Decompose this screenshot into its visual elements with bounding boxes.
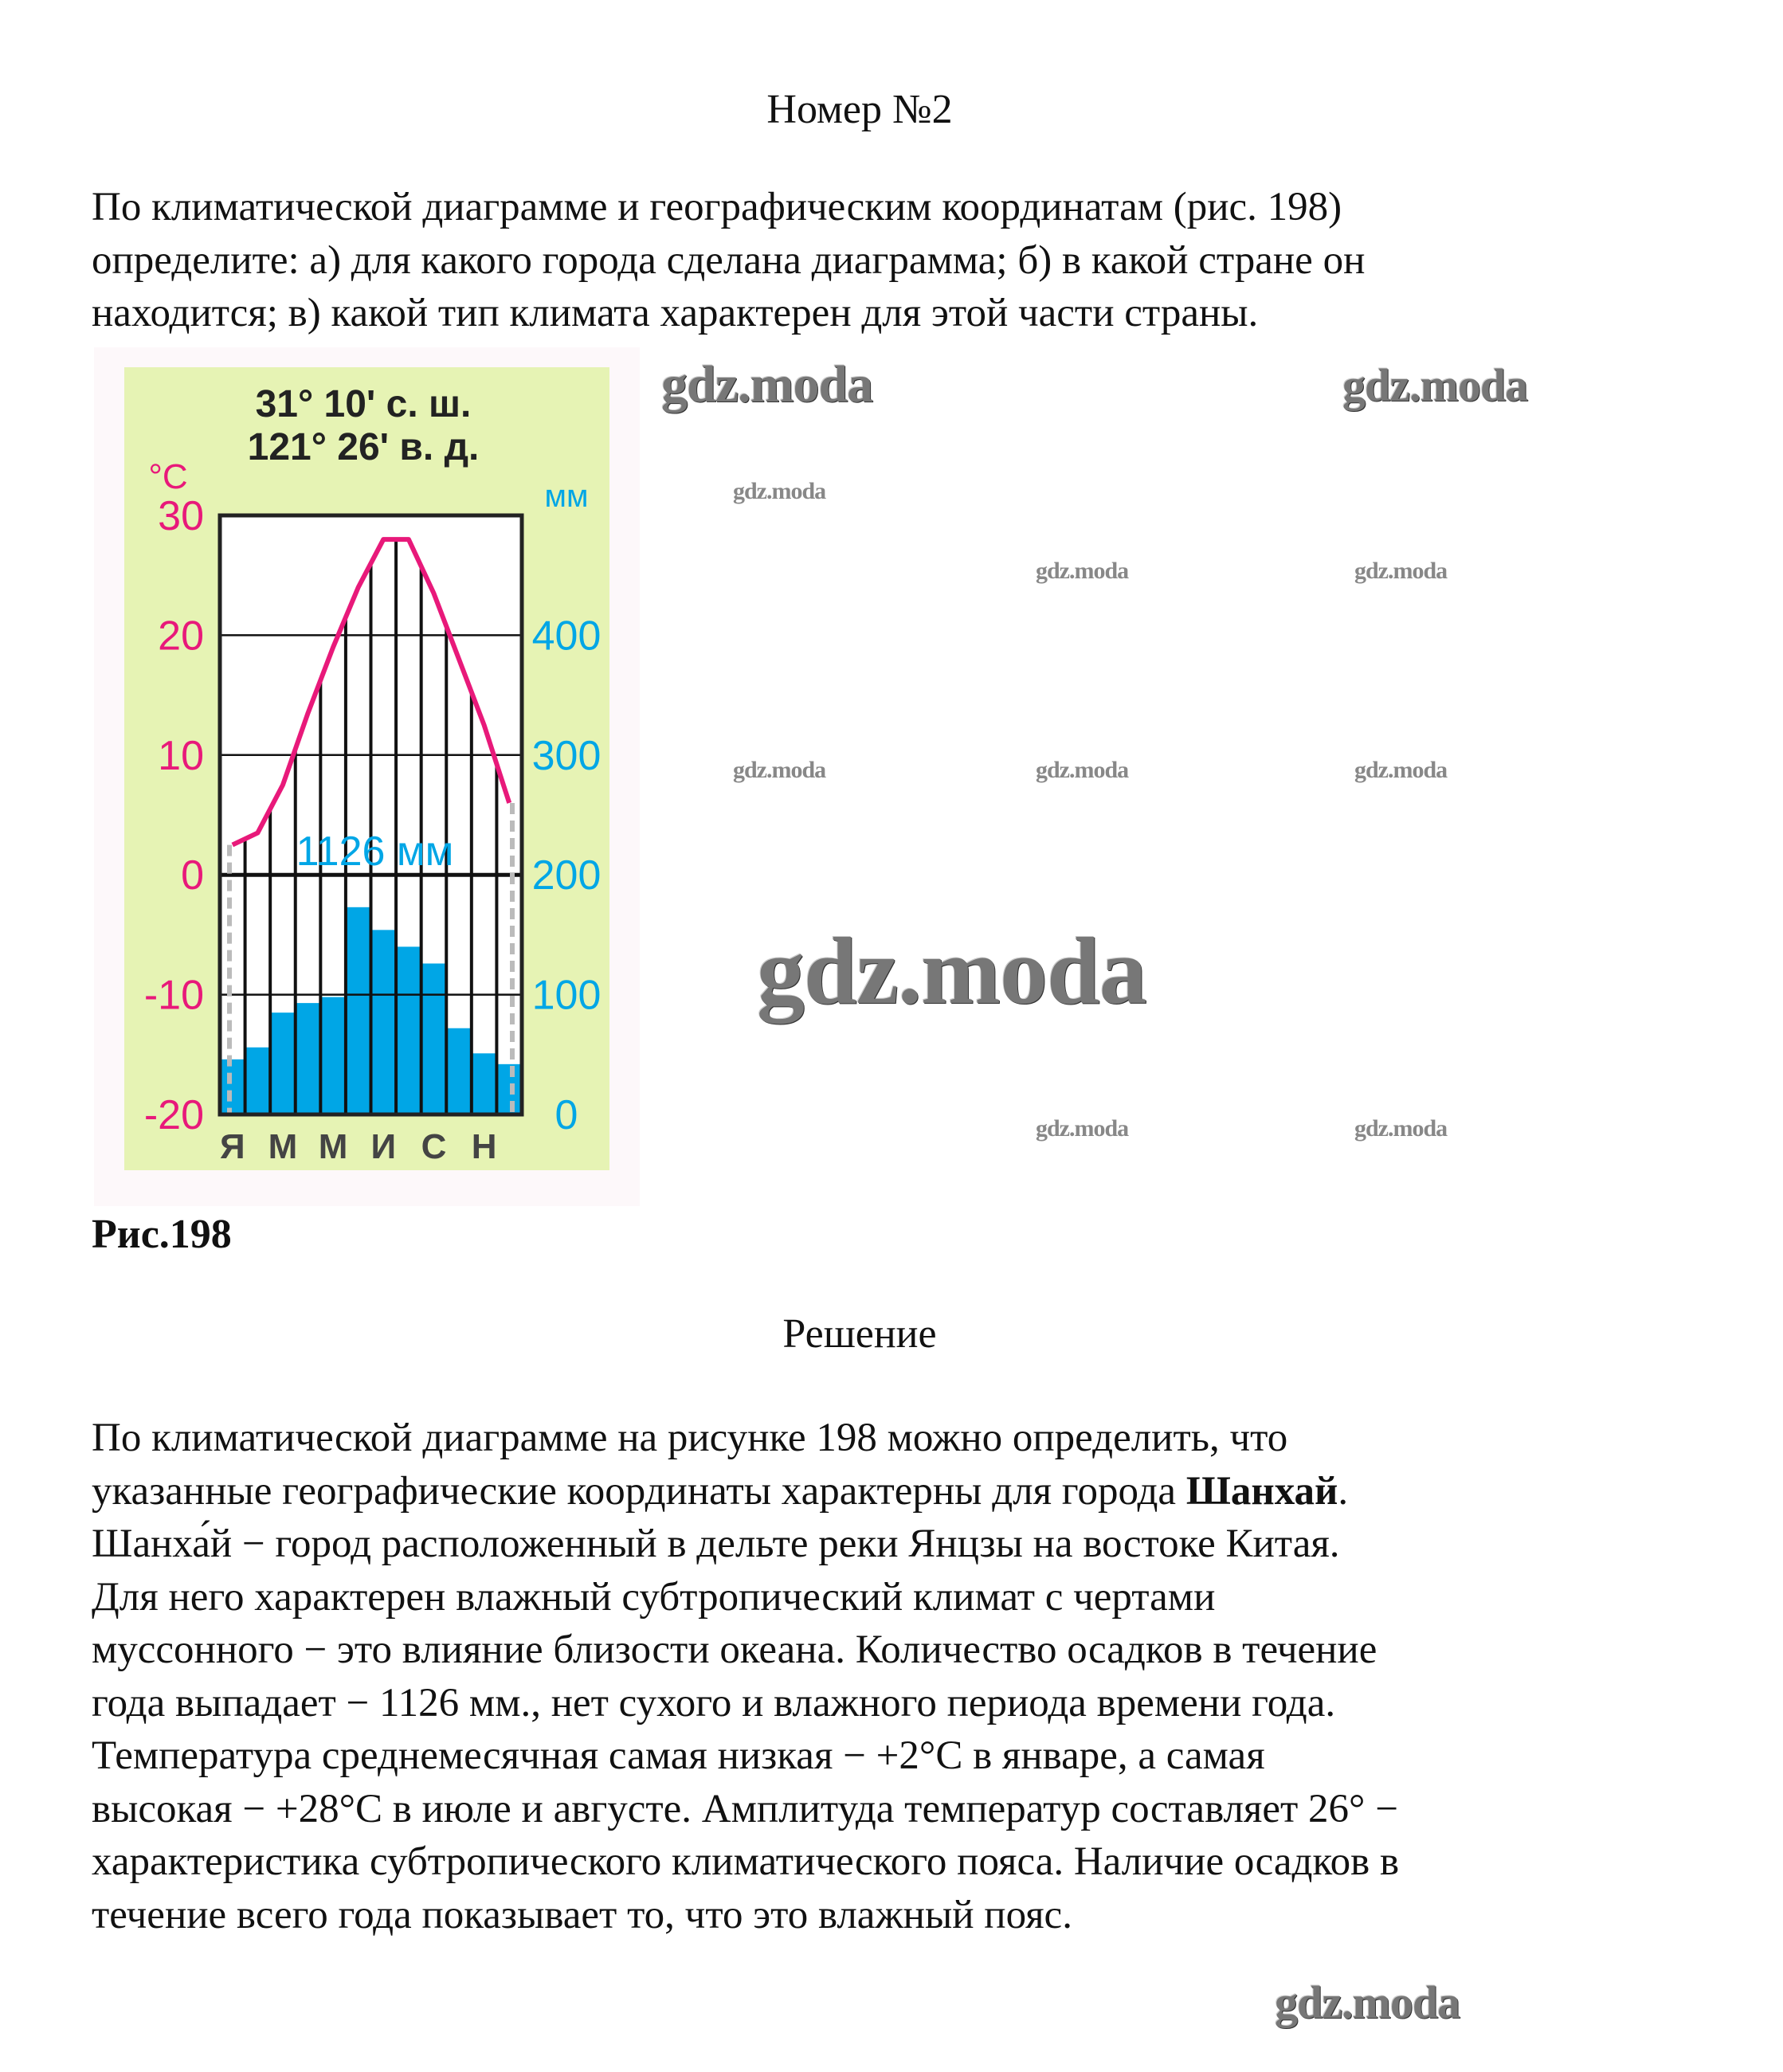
precipitation-bar [472,1053,497,1114]
coordinates-label: 121° 26' в. д. [247,426,480,468]
watermark: gdz.moda [661,355,873,413]
figure-caption: Рис.198 [92,1212,232,1257]
coordinates-label: 31° 10' с. ш. [255,383,472,425]
precipitation-tick-label: 400 [531,613,602,660]
month-label: И [370,1127,397,1166]
watermark: gdz.moda [733,757,826,783]
precipitation-tick-label: 100 [531,972,602,1019]
precipitation-bar [396,946,421,1114]
annual-precipitation-label: 1126 мм [296,828,454,875]
precipitation-bar [496,1064,522,1114]
mm-unit-label: мм [544,479,589,514]
watermark: gdz.moda [1354,1115,1448,1142]
precipitation-bar [220,1060,245,1114]
climate-diagram-figure [94,347,640,1206]
temperature-tick-label: -10 [143,972,204,1019]
temperature-tick-label: 10 [158,732,204,779]
month-label: Я [219,1127,245,1166]
task-line: определите: а) для какого города сделана диаграмма; б) в какой стране он [92,237,1366,283]
precipitation-bar [346,907,371,1114]
temperature-tick-label: 20 [158,613,204,660]
page-title: Номер №2 [766,87,953,132]
month-label: Н [471,1127,497,1166]
temperature-tick-label: 30 [158,493,204,539]
text: указанные географические координаты характерны для города [92,1468,1186,1514]
temperature-tick-label: 0 [181,852,204,899]
precipitation-tick-label: 300 [531,732,602,779]
solution-line: Температура среднемесячная самая низкая − +2°C в январе, а самая [92,1733,1265,1778]
precipitation-bar [245,1048,271,1114]
precipitation-bar [371,930,397,1114]
month-label: М [268,1127,298,1166]
watermark: gdz.moda [1275,1976,1460,2028]
month-label: М [318,1127,348,1166]
solution-line: характеристика субтропического климатического пояса. Наличие осадков в [92,1839,1400,1884]
month-label: С [421,1127,447,1166]
solution-title: Решение [782,1311,937,1357]
precipitation-tick-label: 200 [531,852,602,899]
celsius-unit-label: °C [148,457,188,496]
text: . [1338,1468,1349,1514]
task-text [92,181,1365,340]
watermark: gdz.moda [1036,757,1129,783]
precipitation-bar [446,1028,472,1114]
solution-line [92,1465,1399,1518]
climate-chart [124,367,609,1170]
precipitation-tick-label: 0 [554,1092,578,1138]
solution-line: года выпадает − 1126 мм., нет сухого и влажного периода времени года. [92,1680,1336,1725]
precipitation-bar [421,963,447,1114]
precipitation-bar [320,997,346,1114]
watermark: gdz.moda [1354,558,1448,584]
city-name: Шанхай [1185,1468,1338,1514]
watermark: gdz.moda [1036,558,1129,584]
watermark: gdz.moda [1354,757,1448,783]
temperature-tick-label: -20 [143,1092,204,1138]
solution-line: высокая − +28°C в июле и августе. Амплитуда температур составляет 26° − [92,1786,1398,1831]
solution-line: течение всего года показывает то, что это влажный пояс. [92,1892,1072,1937]
precipitation-bar [270,1012,296,1114]
solution-line: По климатической диаграмме на рисунке 198 можно определить, что [92,1416,1288,1460]
watermark: gdz.moda [1342,359,1528,411]
task-line: По климатической диаграмме и географическим координатам (рис. 198) [92,185,1342,229]
precipitation-bar [296,1003,321,1114]
solution-line: Для него характерен влажный субтропический климат с чертами [92,1574,1216,1620]
solution-text [92,1412,1399,1941]
watermark: gdz.moda [757,918,1146,1024]
task-line: находится; в) какой тип климата характерен для этой части страны. [92,291,1259,335]
solution-line: Шанха́й − город расположенный в дельте реки Янцзы на востоке Китая. [92,1522,1340,1566]
solution-line: муссонного − это влияние близости океана. Количество осадков в течение [92,1627,1377,1672]
watermark: gdz.moda [733,478,826,504]
watermark: gdz.moda [1036,1115,1129,1142]
